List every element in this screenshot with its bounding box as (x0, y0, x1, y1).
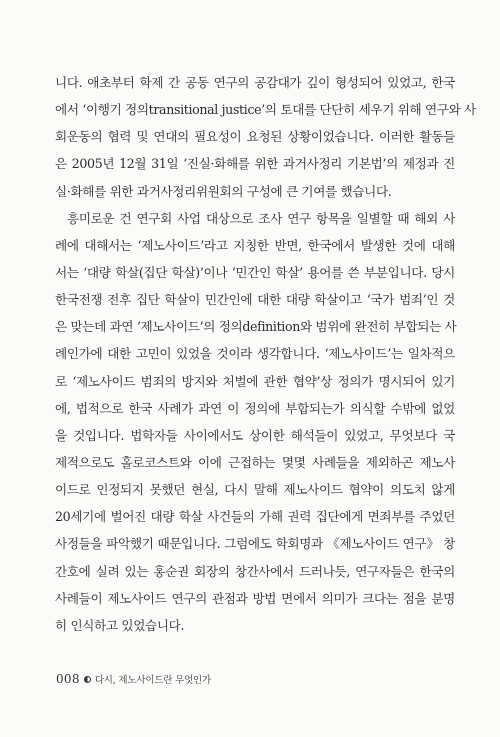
text-line: 한국전쟁 전후 집단 학살이 민간인에 대한 대량 학살이고 ‘국가 범죄’인 것 (55, 292, 455, 308)
text-line: 사례들이 제노사이드 연구의 관점과 방법 면에서 의미가 크다는 점을 분명 (55, 590, 455, 606)
page-footer (56, 671, 211, 687)
page-number: 008 (56, 672, 80, 686)
text-line: 니다. 애초부터 학제 간 공동 연구의 공감대가 깊이 형성되어 있었고, 한국 (55, 75, 455, 90)
text-line: 간호에 실려 있는 홍순권 회장의 창간사에서 드러나듯, 연구자들은 한국의 (55, 563, 455, 579)
text-line: 서는 ‘대량 학살(집단 학살)’이나 ‘민간인 학살’ 용어를 쓴 부분입니다. 당시 (55, 264, 455, 280)
text-line: 20세기에 벌어진 대량 학살 사건들의 가해 권력 집단에게 면죄부를 주었던 (55, 509, 455, 525)
text-line: 례에 대해서는 ‘제노사이드’라고 지칭한 반면, 한국에서 발생한 것에 대해 (55, 237, 455, 253)
text-line: 은 2005년 12월 31일 ‘진실·화해를 위한 과거사정리 기본법’의 제정과 진 (55, 156, 455, 172)
text-line: 회운동의 협력 및 연대의 필요성이 요청된 상황이었습니다. 이러한 활동들 (55, 129, 455, 145)
running-title: 다시, 제노사이드란 무엇인가 (94, 675, 211, 686)
text-line: 흥미로운 건 연구회 사업 대상으로 조사 연구 항목을 일별할 때 해외 사 (67, 210, 455, 226)
text-line: 히 인식하고 있었습니다. (55, 617, 185, 633)
text-line: 로 ‘제노사이드 범죄의 방지와 처벌에 관한 협약’상 정의가 명시되어 있기 (55, 373, 455, 389)
text-line: 례인가에 대한 고민이 있었을 것이라 생각합니다. ‘제노사이드’는 일차적으 (55, 346, 455, 362)
half-circle-icon (84, 676, 91, 683)
text-line: 사정들을 파악했기 때문입니다. 그럼에도 학회명과 《제노사이드 연구》 창 (55, 536, 455, 552)
text-line: 이드로 인정되지 못했던 현실, 다시 말해 제노사이드 협약이 의도치 않게 (55, 482, 455, 498)
text-line: 에, 법적으로 한국 사례가 과연 이 정의에 부합되는가 의식할 수밖에 없었 (55, 400, 455, 416)
body-text (55, 69, 476, 639)
text-line: 은 맞는데 과연 ‘제노사이드’의 정의definition와 범위에 완전히 부합되는 사 (55, 319, 457, 335)
text-line: 실·화해를 위한 과거사정리위원회의 구성에 큰 기여를 했습니다. (55, 183, 392, 199)
text-line: 에서 ‘이행기 정의transitional justice’의 토대를 단단히 세우기 위해 연구와 사 (55, 102, 476, 118)
text-line: 을 것입니다. 법학자들 사이에서도 상이한 해석들이 있었고, 무엇보다 국 (55, 427, 455, 443)
text-line: 제적으로도 홀로코스트와 이에 근접하는 몇몇 사례들을 제외하곤 제노사 (55, 454, 455, 470)
